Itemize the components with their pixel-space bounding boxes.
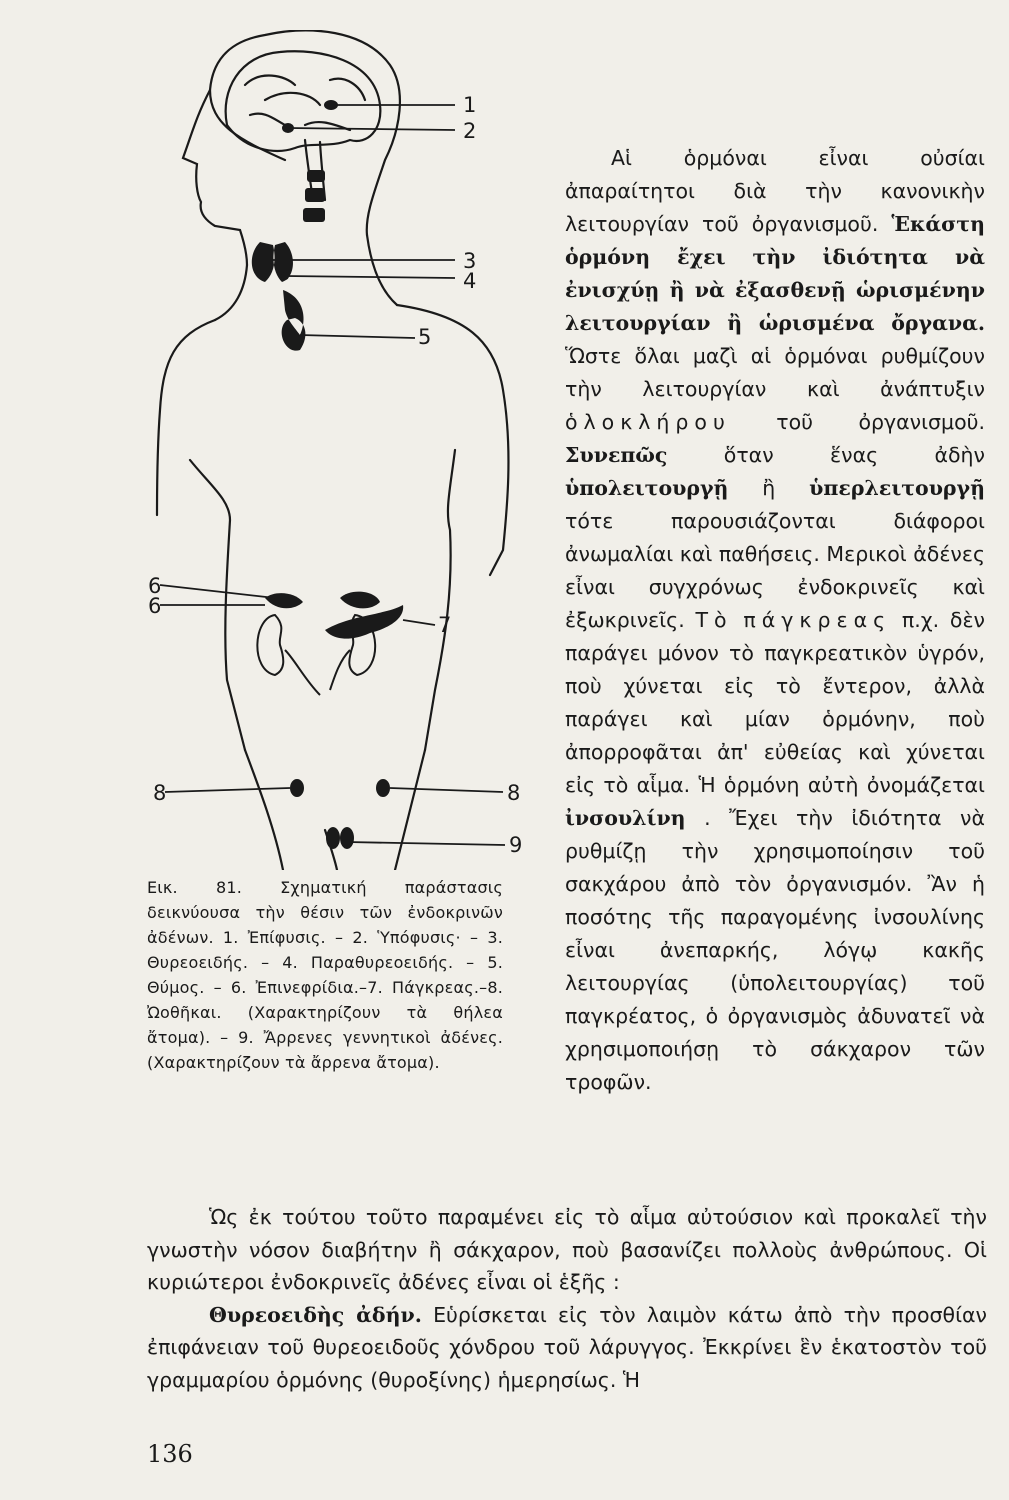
figure-caption: Εικ. 81. Σχηματική παράστασις δεικνύουσα τὴν θέσιν τῶν ἐνδοκρινῶν ἀδένων. 1. Ἐπίφυσις. – 2. Ὑπόφυσις· – 3. Θυρεοειδής. – 4. Παραθυρεοειδής. – 5. Θύμος. – 6. Ἐπινεφρίδια.–7. Πάγκρεας.–8. Ὠοθῆκαι. (Χαρακτηρίζουν τὰ θήλεα ἄτομα). – 9. Ἄρρενες γεννητικοὶ ἀδένες. (Χαρακτηρίζουν τὰ ἄρρενα ἄτομα). [147,878,503,1072]
figure-label-6a: 6 [148,574,162,598]
leader-2 [288,128,455,130]
head-outline [210,30,400,235]
spine-block-2 [305,188,325,202]
text-run: τοῦ ὀργανισμοῦ. [730,410,985,434]
leader-7 [403,620,435,625]
page-number: 136 [147,1440,193,1468]
leader-9 [347,842,505,845]
figure-label-9: 9 [509,833,523,857]
paragraph [147,1299,987,1397]
testis-right [340,827,354,849]
ovary-right [376,779,390,797]
right-flank [425,450,455,750]
bold-text-run: ὑπερλειτουργῇ [809,476,985,500]
text-run: Εὑρίσκεται εἰς τὸν λαιμὸν κάτω ἀπὸ τὴν προσθίαν ἐπιφάνειαν τοῦ θυρεοειδοῦς χόνδρου τοῦ λάρυγγος. Ἐκκρίνει ἓν ἑκατοστὸν τοῦ γραμμαρίου ὁρμόνης (θυροξίνης) ἡμερησίως. Ἡ [147,1302,987,1392]
leader-5 [300,335,415,338]
spaced-text-run: πάγκρεας [743,608,892,632]
figure-label-1: 1 [463,93,477,117]
brain-folds [245,76,365,130]
adrenal-left [265,593,303,608]
text-run: . Ἔχει τὴν ἰδιότητα νὰ ρυθμίζῃ τὴν χρησιμοποίησιν τοῦ σακχάρου ἀπὸ τὸν ὀργανισμόν. Ἂν ἡ ποσότης τῆς παραγομένης ἰνσουλίνης εἶναι ἀνεπαρκής, λόγῳ κακῆς λειτουργίας (ὑπολειτουργίας) τοῦ παγκρέατος, ὁ ὀργανισμὸς ἀδυνατεῖ νὰ χρησιμοποιήσῃ τὸ σάκχαρον τῶν τροφῶν. [565,806,985,1094]
figure-label-5: 5 [418,325,432,349]
figure-label-4: 4 [463,269,477,293]
testis-left [326,827,340,849]
thymus-gland [282,290,306,351]
spine-block-3 [303,208,325,222]
kidney-left [257,615,283,675]
neck-left [215,265,247,320]
figure-label-3: 3 [463,249,477,273]
spaced-text-run: ὁλοκλήρου [565,410,731,434]
endocrine-figure [135,30,555,870]
spine-block-1 [307,170,325,182]
right-column-text [565,142,985,1099]
text-run: ὅταν ἕνας ἀδὴν [667,443,985,467]
bold-text-run: ὑπολειτουργῇ [565,476,729,500]
text-run: Ὡς ἐκ τούτου τοῦτο παραμένει εἰς τὸ αἷμα αὐτούσιον καὶ προκαλεῖ τὴν γνωστὴν νόσον διαβήτην ἢ σάκχαρον, ποὺ βασανίζει πολλοὺς ἀνθρώπους. Οἱ κυριώτεροι ἐνδοκρινεῖς ἀδένες εἶναι οἱ ἑξῆς : [147,1205,987,1294]
figure-label-8a: 8 [153,781,167,805]
spaced-text-run: Τὸ [695,608,733,632]
bold-text-run: Ἑκάστη ὁρμόνη ἔχει τὴν ἰδιότητα νὰ ἐνισχύῃ ἢ νὰ ἐξασθενῇ ὡρισμένην λειτουργίαν ἢ ὡρισμένα ὄργανα. [565,212,985,335]
leader-8a [165,788,290,792]
figure-label-7: 7 [438,613,452,637]
face-profile [183,90,247,265]
paragraph [147,1201,987,1299]
text-run: τότε παρουσιάζονται διάφοροι ἀνωμαλίαι καὶ παθήσεις. Μερικοὶ ἀδένες εἶναι συγχρόνως ἐνδοκρινεῖς καὶ ἐξωκρινεῖς. [565,509,985,632]
left-shoulder-arm [157,320,215,515]
text-run: π.χ. δὲν παράγει μόνον τὸ παγκρεατικὸν ὑγρόν, ποὺ χύνεται εἰς τὸ ἔντερον, ἀλλὰ παράγει καὶ μίαν ὁρμόνην, ποὺ ἀπορροφᾶται ἀπ' εὐθείας καὶ χύνεται εἰς τὸ αἷμα. Ἡ ὁρμόνη αὐτὴ ὀνομάζεται [565,608,985,797]
figure-label-6b: 6 [148,594,162,618]
adrenal-right [340,592,380,609]
text-run: Αἱ ὁρμόναι εἶναι οὐσίαι ἀπαραίτητοι διὰ τὴν κανονικὴν λειτουργίαν τοῦ ὀργανισμοῦ. [565,146,985,236]
bold-text-run: Συνεπῶς [565,443,668,467]
left-leg [245,750,283,870]
ureter-left [285,650,320,695]
brain-outline [226,51,381,151]
figure-label-2: 2 [463,119,477,143]
ovary-left [290,779,304,797]
body-diagram [135,30,555,870]
figure-label-8b: 8 [507,781,521,805]
ureter-right [330,650,350,690]
neck-right [367,235,397,305]
leader-8b [390,788,503,792]
pancreas [325,605,403,639]
right-shoulder-arm [397,305,508,575]
right-leg [395,750,425,870]
full-width-text [147,1201,987,1396]
leader-6a [160,585,275,598]
text-run: Ὥστε ὅλαι μαζὶ αἱ ὁρμόναι ρυθμίζουν τὴν λειτουργίαν καὶ ἀνάπτυξιν [565,344,985,401]
text-run: ἢ [728,476,810,500]
bold-text-run: ἰνσουλίνη [565,806,686,830]
leader-4 [285,276,455,278]
section-heading: Θυρεοειδὴς ἀδήν. [209,1302,422,1327]
